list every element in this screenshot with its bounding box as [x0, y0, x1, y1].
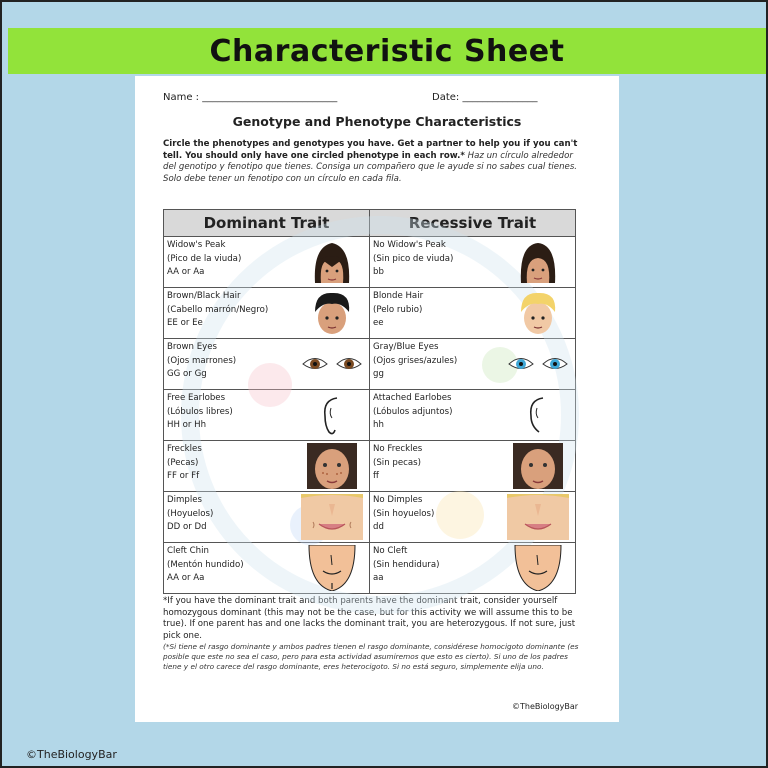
recessive-trait-cell[interactable] — [370, 339, 576, 390]
recessive-header: Recessive Trait — [370, 210, 576, 237]
worksheet-subtitle: Genotype and Phenotype Characteristics — [232, 114, 522, 129]
trait-name: Attached Earlobes — [373, 393, 452, 403]
recessive-trait-cell[interactable] — [370, 543, 576, 594]
dominant-trait-cell[interactable] — [164, 492, 370, 543]
worksheet-page — [135, 76, 619, 722]
trait-name: Widow's Peak — [167, 240, 226, 250]
trait-row — [164, 390, 576, 441]
trait-genotype: dd — [373, 522, 384, 532]
trait-name: No Cleft — [373, 546, 408, 556]
footnote-english: *If you have the dominant trait and both parents have the dominant trait, consider yourself homozygous dominant (this may not be the case, but for this activity we will assume this to be true). If one parent has and one lacks the dominant trait, you are heterozygous. If not sure, just pick one. — [163, 596, 576, 641]
trait-row — [164, 441, 576, 492]
trait-name: Blonde Hair — [373, 291, 424, 301]
dominant-trait-text — [164, 492, 369, 535]
trait-spanish: (Sin pico de viuda) — [373, 253, 454, 264]
trait-name: No Freckles — [373, 444, 423, 454]
trait-name: Brown/Black Hair — [167, 291, 241, 301]
dominant-trait-cell[interactable] — [164, 390, 370, 441]
dominant-trait-cell[interactable] — [164, 237, 370, 288]
recessive-trait-text — [370, 339, 575, 382]
recessive-trait-cell[interactable] — [370, 288, 576, 339]
trait-spanish: (Hoyuelos) — [167, 508, 214, 519]
recessive-trait-cell[interactable] — [370, 441, 576, 492]
trait-spanish: (Sin hoyuelos) — [373, 508, 435, 519]
trait-genotype: ee — [373, 318, 384, 328]
dominant-trait-cell[interactable] — [164, 441, 370, 492]
trait-genotype: DD or Dd — [167, 522, 207, 532]
recessive-trait-cell[interactable] — [370, 390, 576, 441]
trait-row — [164, 288, 576, 339]
recessive-trait-cell[interactable] — [370, 237, 576, 288]
banner-title: Characteristic Sheet — [209, 33, 565, 69]
dominant-trait-text — [164, 288, 369, 331]
recessive-trait-text — [370, 492, 575, 535]
trait-row — [164, 339, 576, 390]
dominant-trait-text — [164, 339, 369, 382]
trait-name: Brown Eyes — [167, 342, 217, 352]
trait-genotype: ff — [373, 471, 379, 481]
trait-spanish: (Pico de la viuda) — [167, 253, 242, 264]
instructions-english: Circle the phenotypes and genotypes you have. Get a partner to help you if you can't tell. You should only have one circled phenotype in each row.* — [163, 139, 578, 161]
trait-table-header — [164, 210, 576, 237]
dominant-trait-text — [164, 390, 369, 433]
trait-spanish: (Sin hendidura) — [373, 559, 440, 570]
trait-spanish: (Ojos marrones) — [167, 355, 237, 366]
trait-genotype: AA or Aa — [167, 267, 205, 277]
corner-credit: ©TheBiologyBar — [26, 748, 117, 761]
trait-spanish: (Lóbulos libres) — [167, 406, 233, 417]
name-field-label: Name : ___________________________ — [163, 92, 338, 103]
trait-genotype: hh — [373, 420, 384, 430]
trait-name: Cleft Chin — [167, 546, 209, 556]
trait-table — [163, 209, 576, 594]
trait-name: No Dimples — [373, 495, 423, 505]
trait-spanish: (Pecas) — [167, 457, 199, 468]
recessive-trait-cell[interactable] — [370, 492, 576, 543]
trait-genotype: GG or Gg — [167, 369, 207, 379]
trait-name: Dimples — [167, 495, 202, 505]
title-banner — [8, 28, 766, 74]
trait-spanish: (Lóbulos adjuntos) — [373, 406, 453, 417]
trait-spanish: (Mentón hundido) — [167, 559, 244, 570]
trait-row — [164, 492, 576, 543]
trait-name: No Widow's Peak — [373, 240, 446, 250]
dominant-trait-text — [164, 543, 369, 586]
trait-genotype: HH or Hh — [167, 420, 207, 430]
dominant-trait-cell[interactable] — [164, 288, 370, 339]
recessive-trait-text — [370, 288, 575, 331]
trait-name: Gray/Blue Eyes — [373, 342, 439, 352]
dominant-header: Dominant Trait — [164, 210, 370, 237]
instructions — [163, 139, 579, 185]
trait-genotype: gg — [373, 369, 384, 379]
dominant-trait-text — [164, 441, 369, 484]
trait-genotype: aa — [373, 573, 384, 583]
trait-spanish: (Sin pecas) — [373, 457, 421, 468]
trait-spanish: (Cabello marrón/Negro) — [167, 304, 269, 315]
worksheet-credit: ©TheBiologyBar — [512, 702, 579, 711]
trait-genotype: AA or Aa — [167, 573, 205, 583]
footnote-spanish: (*Si tiene el rasgo dominante y ambos padres tienen el rasgo dominante, considérese homocigoto dominante (es posible que este no sea el caso, pero para esta actividad asumiremos que esto es cierto). Si uno de los padres tiene y el otro carece del rasgo dominante, eres heterocigoto. Si no está seguro, simplemente elija uno. — [163, 642, 579, 672]
instructions-spanish: Haz un círculo alrededor del genotipo y fenotipo que tienes. Consiga un compañero que le ayude si no sabes cual tienes. Solo debe tener un fenotipo con un círculo en cada fila. — [163, 150, 578, 184]
recessive-trait-text — [370, 543, 575, 586]
trait-genotype: EE or Ee — [167, 318, 203, 328]
dominant-trait-text — [164, 237, 369, 280]
dominant-trait-cell[interactable] — [164, 543, 370, 594]
trait-row — [164, 237, 576, 288]
dominant-trait-cell[interactable] — [164, 339, 370, 390]
recessive-trait-text — [370, 237, 575, 280]
date-field-label: Date: _______________ — [432, 92, 538, 103]
trait-genotype: FF or Ff — [167, 471, 200, 481]
trait-name: Free Earlobes — [167, 393, 226, 403]
trait-row — [164, 543, 576, 594]
recessive-trait-text — [370, 441, 575, 484]
trait-spanish: (Pelo rubio) — [373, 304, 423, 315]
trait-name: Freckles — [167, 444, 202, 454]
trait-genotype: bb — [373, 267, 384, 277]
recessive-trait-text — [370, 390, 575, 433]
trait-spanish: (Ojos grises/azules) — [373, 355, 458, 366]
